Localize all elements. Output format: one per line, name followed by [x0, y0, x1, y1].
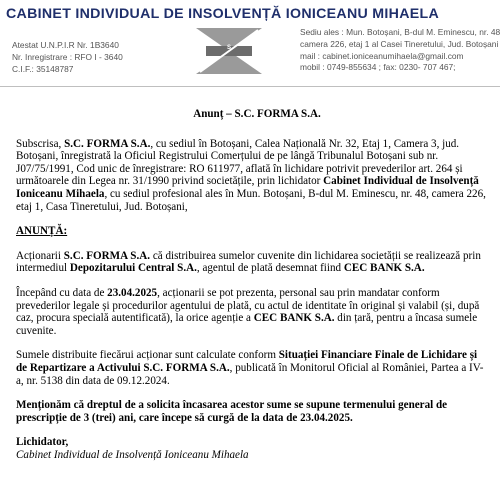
phone-line: mobil : 0749-855634 ; fax: 0230- 707 467; — [300, 62, 456, 73]
header-divider — [0, 86, 500, 87]
firm-registration-info — [12, 40, 123, 75]
address-line-1: Sediu ales : Mun. Botoșani, B-dul M. Eminescu, nr. 48 — [300, 27, 500, 37]
announces-heading: ANUNȚĂ: — [16, 225, 68, 238]
registration-line: Nr. Inregistrare : RFO I - 3640 — [12, 51, 123, 62]
firm-logo — [196, 28, 262, 74]
signer-label: Lichidator, — [16, 436, 69, 449]
address-line-2: camera 226, etaj 1 al Casei Tineretului, Jud. Botoșani — [300, 38, 499, 49]
announcement-title: Anunț – S.C. FORMA S.A. — [193, 108, 321, 120]
fiscal-code-line: C.I.F.: 35148787 — [12, 63, 74, 74]
logo-letters: S — [226, 45, 231, 51]
firm-contact-info — [300, 27, 500, 74]
announcement-body: Anunț – S.C. FORMA S.A. Subscrisa, S.C. FORMA S.A., cu sediul în Botoșani, Calea Națională Nr. 32, Etaj 1, Camera 3, jud. Botoșani, înregistrată la Oficiul Registrului Comerțului de pe lângă Tribunalul Botoșani sub nr. J07/75/1991, Cod unic de înregistrare: RO 611977, aflată în lichidare potrivit prevederilor art. 264 și următoarele din Legea nr. 31/1990 privind societățile, prin lichidator Cabinet Individual de Insolvență Ioniceanu Mihaela, cu sediul profesional ales în Mun. Botoșani, B-dul M. Eminescu, nr. 48, camera 226, etaj 1, Casa Tineretului, Jud. Botoșani, ANUNȚĂ: Acționarii S.C. FORMA S.A. că distribuirea sumelor cuvenite din lichidarea societății se realizează prin intermediul Depozitarului Central S.A., agentul de plată desemnat fiind CEC BANK S.A. Începând cu data de 23.04.2025, acționarii se pot prezenta, personal sau prin mandatar conform prevederilor legale și procedurilor agentului de plată, cu actul de identitate în original și valabil (și, după caz, procura specială autentificată), la orice agenție a CEC BANK S.A. din țară, pentru a încasa sumele cuvenite. Sumele distribuite fiecărui acționar sunt calculate conform Situației Financiare Finale de Lichidare și de Repartizare a Activului S.C. FORMA S.A., publicată în Monitorul Oficial al României, Partea a IV- a, nr. 5138 din data de 09.12.2024. Menționăm că dreptul de a solicita încasarea acestor sume se supune termenului general de prescripție de 3 (trei) ani, care începe să curgă de la data de 23.04.2025. Lichidator, Cabinet Individual de Insolvență Ioniceanu Mihaela — [16, 108, 498, 461]
signer-name: Cabinet Individual de Insolvență Ioniceanu Mihaela — [16, 448, 249, 461]
firm-title: CABINET INDIVIDUAL DE INSOLVENȚĂ IONICEANU MIHAELA — [6, 6, 440, 22]
attestation-line: Atestat U.N.P.I.R Nr. 1B3640 — [12, 40, 119, 50]
email-line[interactable]: mail : cabinet.ioniceanumihaela@gmail.com — [300, 50, 464, 61]
